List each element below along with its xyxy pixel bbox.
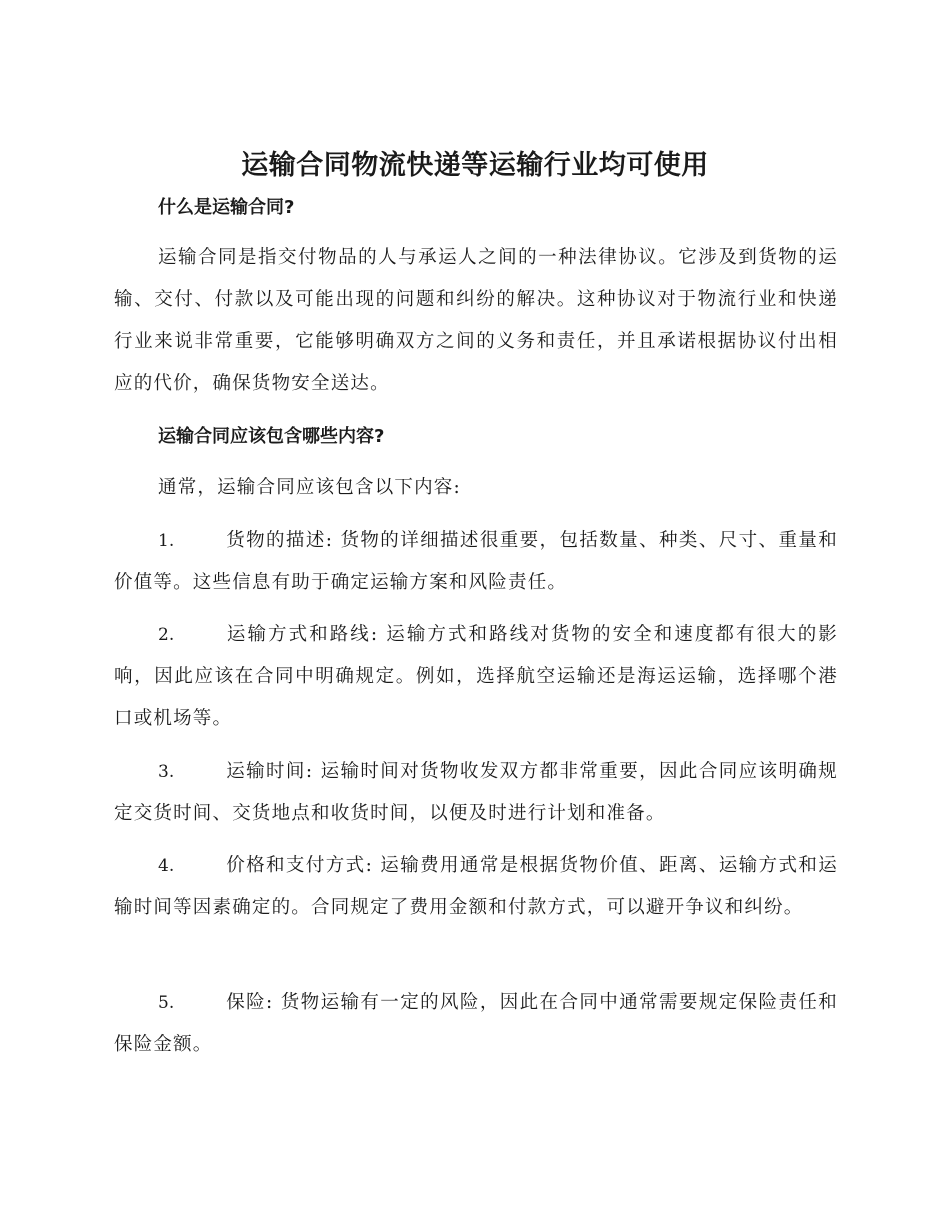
- list-item: [114, 520, 838, 604]
- list-item: [114, 845, 838, 929]
- section-paragraph-definition: 运输合同是指交付物品的人与承运人之间的一种法律协议。它涉及到货物的运输、交付、付款以及可能出现的问题和纠纷的解决。这种协议对于物流行业和快递行业来说非常重要，它能够明确双方之间的义务和责任，并且承诺根据协议付出相应的代价，确保货物安全送达。: [114, 247, 838, 394]
- list-item-number: 2.: [158, 625, 175, 645]
- list-item-text: 运输方式和路线: 运输方式和路线对货物的安全和速度都有很大的影响，因此应该在合同中明确规定。例如，选择航空运输还是海运运输，选择哪个港口或机场等。: [114, 624, 838, 729]
- list-item: [114, 982, 838, 1066]
- list-item-text: 运输时间: 运输时间对货物收发双方都非常重要，因此合同应该明确规定交货时间、交货地点和收货时间，以便及时进行计划和准备。: [114, 761, 838, 824]
- list-item-text: 保险: 货物运输有一定的风险，因此在合同中通常需要规定保险责任和保险金额。: [114, 992, 838, 1055]
- section-heading-contents: 运输合同应该包含哪些内容?: [158, 426, 385, 447]
- section-intro: 通常，运输合同应该包含以下内容:: [158, 477, 461, 498]
- list-item-text: 货物的描述: 货物的详细描述很重要，包括数量、种类、尺寸、重量和价值等。这些信息有助于确定运输方案和风险责任。: [114, 530, 838, 593]
- list-item-text: 价格和支付方式: 运输费用通常是根据货物价值、距离、运输方式和运输时间等因素确定的。合同规定了费用金额和付款方式，可以避开争议和纠纷。: [114, 855, 838, 918]
- list-item-number: 5.: [158, 993, 175, 1013]
- list-item: [114, 751, 838, 835]
- list-item-number: 4.: [158, 856, 175, 876]
- list-item-number: 3.: [158, 762, 175, 782]
- document-title: 运输合同物流快递等运输行业均可使用: [241, 150, 709, 181]
- section-heading-what-is-contract: 什么是运输合同?: [158, 197, 295, 218]
- list-item-number: 1.: [158, 531, 175, 551]
- list-item: [114, 614, 838, 740]
